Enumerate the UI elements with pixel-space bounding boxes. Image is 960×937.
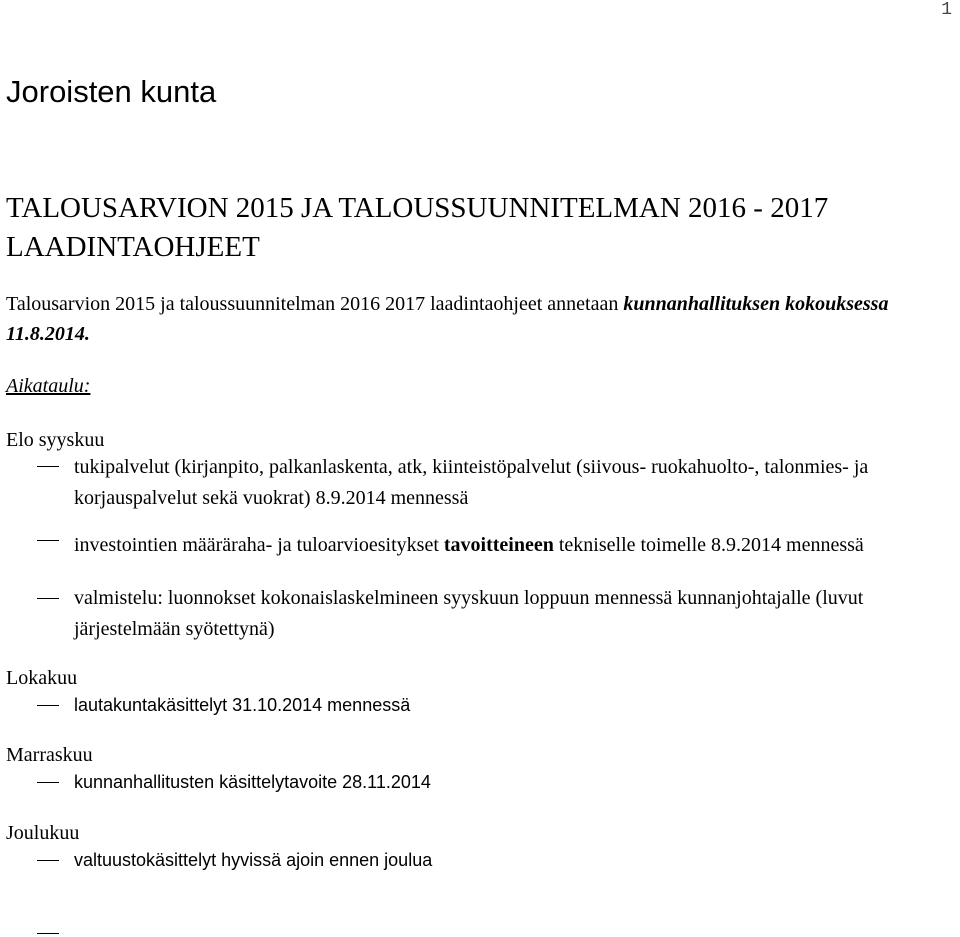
period-label-lokakuu: Lokakuu bbox=[6, 667, 78, 689]
bullet-dash bbox=[37, 598, 59, 599]
bullet-dash bbox=[37, 705, 59, 706]
bullet-dash bbox=[37, 933, 59, 934]
schedule-item-council-review: valtuustokäsittelyt hyvissä ajoin ennen joulua bbox=[74, 850, 433, 870]
schedule-heading: Aikataulu: bbox=[6, 375, 91, 397]
investments-text-bold: tavoitteineen bbox=[443, 534, 554, 556]
schedule-item-preparation: valmistelu: luonnokset kokonaislaskelmineen syyskuun loppuun mennessä kunnanjohtajalle (luvut järjestelmään syötettynä) bbox=[74, 587, 864, 640]
page-number: 1 bbox=[941, 0, 952, 20]
schedule-item-board-reviews: lautakuntakäsittelyt 31.10.2014 mennessä bbox=[74, 695, 411, 715]
schedule-item-support-services: tukipalvelut (kirjanpito, palkanlaskenta, atk, kiinteistöpalvelut (siivous- ruokahuolto-, talonmies- ja korjauspalvelut sekä vuokrat) 8.9.2014 mennessä bbox=[74, 456, 869, 509]
schedule-item-government-review: kunnanhallitusten käsittelytavoite 28.11.2014 bbox=[74, 772, 431, 792]
bullet-dash bbox=[37, 860, 59, 861]
schedule-item-investments bbox=[74, 530, 949, 561]
period-label-elo: Elo syyskuu bbox=[6, 429, 105, 451]
investments-text-after: tekniselle toimelle 8.9.2014 mennessä bbox=[553, 534, 864, 556]
bullet-dash bbox=[37, 466, 59, 467]
period-label-joulukuu: Joulukuu bbox=[6, 822, 80, 844]
intro-text: Talousarvion 2015 ja taloussuunnitelman 2016 2017 laadintaohjeet annetaan bbox=[6, 293, 624, 315]
bullet-dash bbox=[37, 782, 59, 783]
intro-paragraph bbox=[6, 289, 951, 349]
municipality-name: Joroisten kunta bbox=[6, 74, 217, 109]
document-title-line-1: TALOUSARVION 2015 JA TALOUSSUUNNITELMAN 2016 - 2017 bbox=[6, 192, 829, 224]
document-title bbox=[6, 189, 828, 267]
bullet-dash bbox=[37, 540, 59, 541]
intro-emphasis: kunnanhallituksen kokouksessa 11.8.2014. bbox=[6, 293, 889, 345]
investments-text-before: investointien määräraha- ja tuloarvioesitykset bbox=[74, 534, 444, 556]
period-label-marraskuu: Marraskuu bbox=[6, 744, 93, 766]
document-title-line-2: LAADINTAOHJEET bbox=[6, 231, 260, 263]
